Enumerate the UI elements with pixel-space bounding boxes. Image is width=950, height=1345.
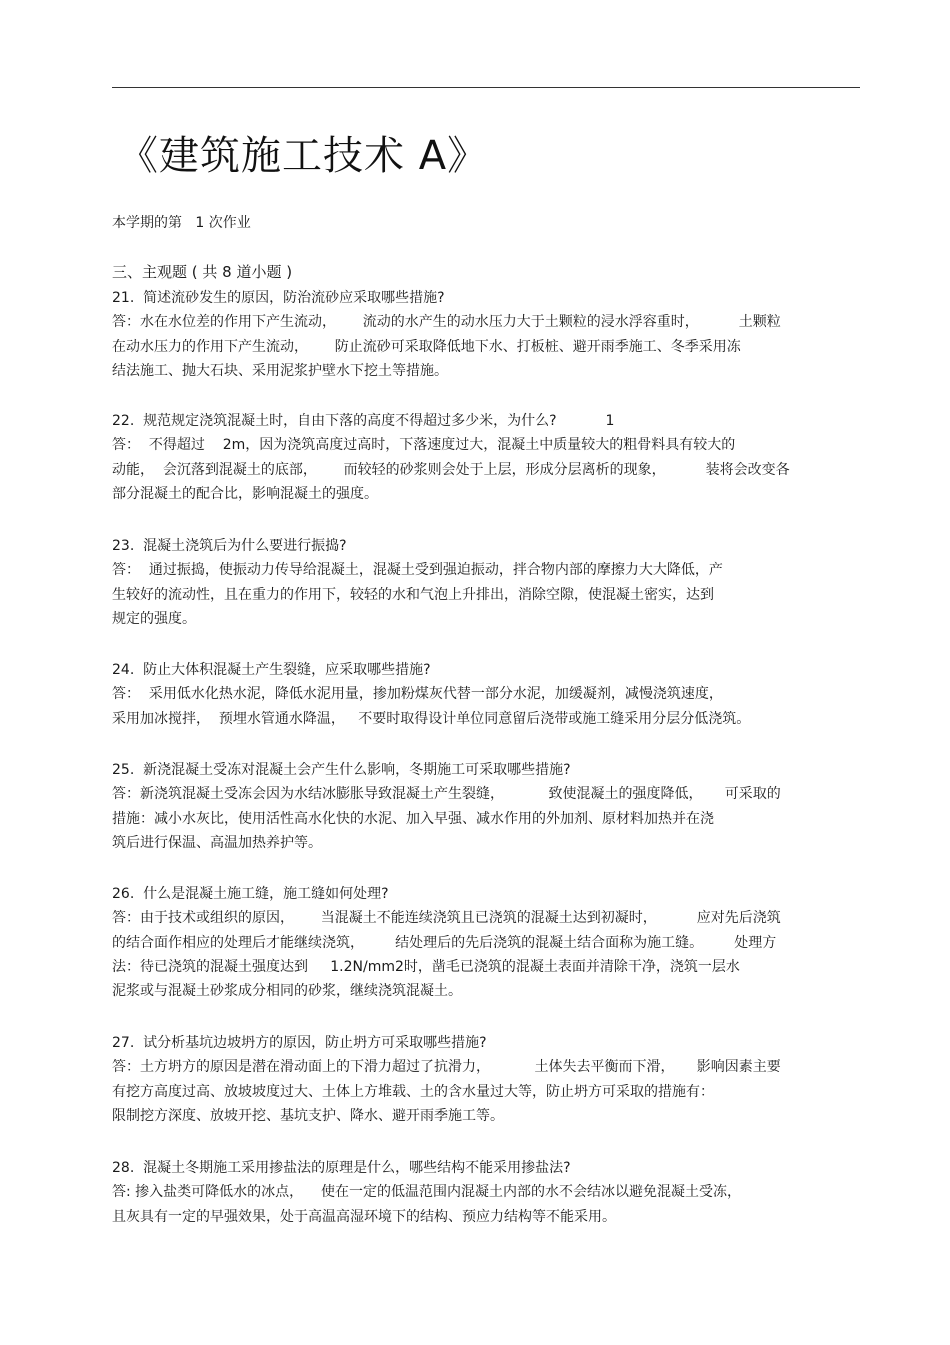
question-text: 25. 新浇混凝土受冻对混凝土会产生什么影响，冬期施工可采取哪些措施? [112,762,571,778]
answer-line: 且灰具有一定的早强效果，处于高温高湿环境下的结构、预应力结构等不能采用。 [112,1208,616,1225]
answer-line: 答：由于技术或组织的原因， 当混凝土不能连续浇筑且已浇筑的混凝土达到初凝时， 应对先后浇筑 [112,910,781,927]
answer-line: 答： 通过振捣，使振动力传导给混凝土，混凝土受到强迫振动，拌合物内部的摩擦力大大降低，产 [112,562,723,579]
answer-line: 答：新浇筑混凝土受冻会因为水结冰膨胀导致混凝土产生裂缝， 致使混凝土的强度降低， 可采取的 [112,786,781,803]
answer-line: 法：待已浇筑的混凝土强度达到 1.2N/mm2时，凿毛已浇筑的混凝土表面并清除干净，浇筑一层水 [112,958,740,975]
question-block [112,286,872,383]
answer-line: 答: 掺入盐类可降低水的冰点， 使在一定的低温范围内混凝土内部的水不会结冰以避免混凝土受冻， [112,1184,741,1201]
question-text: 27. 试分析基坑边坡坍方的原因，防止坍方可采取哪些措施? [112,1035,487,1051]
header-rule [112,87,860,88]
answer-line: 动能， 会沉落到混凝土的底部， 而较轻的砂浆则会处于上层，形成分层离析的现象， 装将会改变各 [112,461,790,478]
assignment-subtitle: 本学期的第 1 次作业 [112,215,251,231]
answer-line: 答：土方坍方的原因是潜在滑动面上的下滑力超过了抗滑力， 土体失去平衡而下滑， 影响因素主要 [112,1059,781,1076]
answer-line: 答：水在水位差的作用下产生流动， 流动的水产生的动水压力大于土颗粒的浸水浮容重时， 土颗粒 [112,314,781,331]
question-block [112,1031,872,1128]
question-block [112,882,872,1003]
answer-line: 措施：减小水灰比，使用活性高水化快的水泥、加入早强、减水作用的外加剂、原材料加热并在浇 [112,810,714,827]
question-block [112,409,872,506]
question-text: 26. 什么是混凝土施工缝，施工缝如何处理? [112,886,389,902]
answer-line: 泥浆或与混凝土砂浆成分相同的砂浆，继续浇筑混凝土。 [112,983,462,1000]
question-text: 24. 防止大体积混凝土产生裂缝，应采取哪些措施? [112,662,431,678]
answer-line: 采用加冰搅拌， 预埋水管通水降温， 不要时取得设计单位同意留后浇带或施工缝采用分层分低浇筑。 [112,710,751,727]
question-block [112,534,872,631]
question-block [112,1156,872,1229]
answer-line: 筑后进行保温、高温加热养护等。 [112,834,322,851]
answer-line: 有挖方高度过高、放坡坡度过大、土体上方堆载、土的含水量过大等，防止坍方可采取的措施有： [112,1083,714,1100]
answer-line: 在动水压力的作用下产生流动， 防止流砂可采取降低地下水、打板桩、避开雨季施工、冬季采用冻 [112,338,741,355]
answer-line: 结法施工、抛大石块、采用泥浆护壁水下挖土等措施。 [112,362,448,379]
question-block [112,758,872,855]
answer-line: 部分混凝土的配合比，影响混凝土的强度。 [112,485,378,502]
answer-line: 生较好的流动性，且在重力的作用下，较轻的水和气泡上升排出，消除空隙，使混凝土密实，达到 [112,586,714,603]
answer-line: 规定的强度。 [112,610,196,627]
question-text: 21. 简述流砂发生的原因，防治流砂应采取哪些措施? [112,290,445,306]
question-text: 22. 规范规定浇筑混凝土时，自由下落的高度不得超过多少米，为什么? 1 [112,413,615,429]
answer-line: 答： 不得超过 2m，因为浇筑高度过高时，下落速度过大，混凝土中质量较大的粗骨料具有较大的 [112,437,736,454]
question-text: 28. 混凝土冬期施工采用掺盐法的原理是什么，哪些结构不能采用掺盐法? [112,1160,571,1176]
answer-line: 的结合面作相应的处理后才能继续浇筑， 结处理后的先后浇筑的混凝土结合面称为施工缝。 处理方 [112,934,777,951]
section-heading: 三、主观题 ( 共 8 道小题 ) [112,263,293,281]
answer-line: 限制挖方深度、放坡开挖、基坑支护、降水、避开雨季施工等。 [112,1107,504,1124]
answer-line: 答： 采用低水化热水泥，降低水泥用量，掺加粉煤灰代替一部分水泥，加缓凝剂，减慢浇筑速度， [112,686,723,703]
question-block [112,658,872,731]
question-text: 23. 混凝土浇筑后为什么要进行振捣? [112,538,347,554]
document-title: 《建筑施工技术 A》 [118,133,489,179]
